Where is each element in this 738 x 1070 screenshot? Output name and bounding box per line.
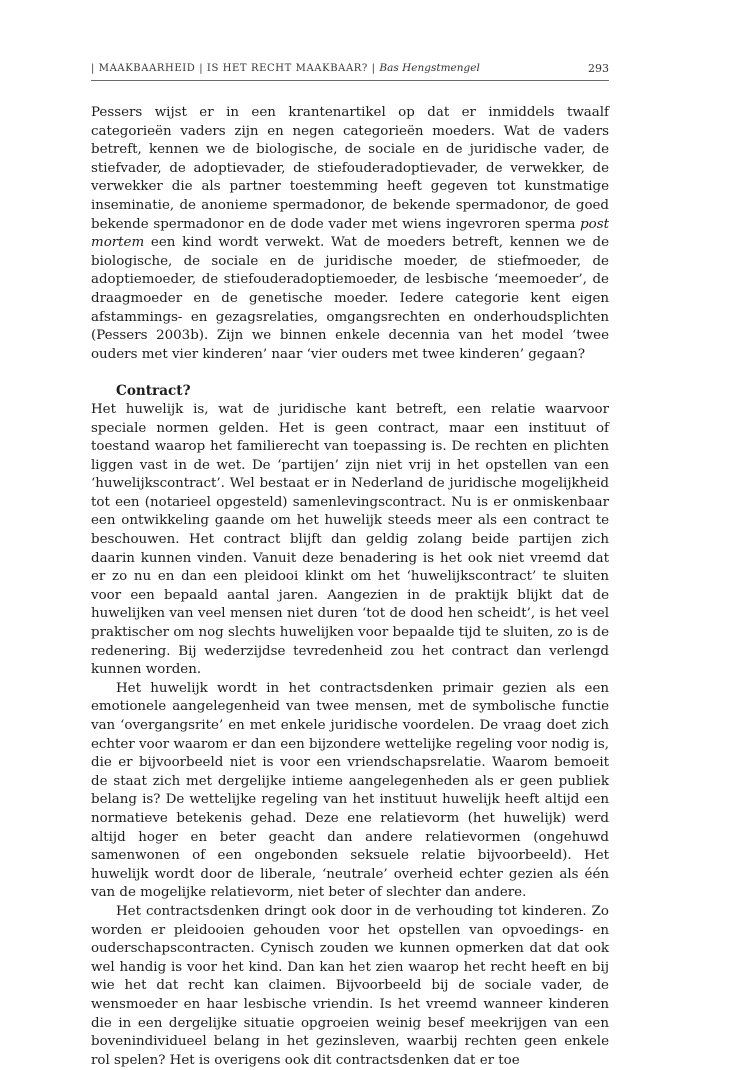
running-title-text: | MAAKBAARHEID | IS HET RECHT MAAKBAAR? |: [91, 63, 376, 74]
section-heading-contract: Contract?: [116, 383, 191, 400]
paragraph-huwelijk-contract: Het huwelijk is, wat de juridische kant betreft, een relatie waarvoor speciale normen gelden. Het is geen contract, maar een instituut of toestand waarop het familierecht van toepassing is. De rechten en plichten liggen vast in de wet. De ‘partijen’ zijn niet vrij in het opstellen van een ‘huwelijkscontract’. Wel bestaat er in Nederland de juridische mogelijkheid tot een (notarieel opgesteld) samenlevingscontract. Nu is er onmiskenbaar een ontwikkeling gaande om het huwelijk steeds meer als een contract te beschouwen. Het contract blijft dan geldig zolang beide partijen zich daarin kunnen vinden. Vanuit deze benadering is het ook niet vreemd dat er zo nu en dan een pleidooi klinkt om het ‘huwelijkscontract’ te sluiten voor een bepaald aantal jaren. Aangezien in de praktijk blijkt dat de huwelijken van veel mensen niet duren ‘tot de dood hen scheidt’, is het veel praktischer om nog slechts huwelijken voor bepaalde tijd te sluiten, zo is de redenering. Bij wederzijdse tevredenheid zou het contract dan verlengd kunnen worden.: [91, 401, 609, 678]
paragraph-1-part-1: Pessers wijst er in een krantenartikel op dat er inmiddels twaalf categorieën vaders zijn en negen categorieën moeders. Wat de vaders betreft, kennen we de biologische, de sociale en de juridische vader, de stiefvader, de adoptievader, de stiefouderadoptievader, de verwekker, de verwekker die als partner toestemming heeft gegeven tot kunstmatige inseminatie, de anonieme spermadonor, de bekende spermadonor, de goed bekende spermadonor en de dode vader met wiens ingevroren sperma: [91, 105, 609, 232]
author-name: Bas Hengstmengel: [379, 62, 480, 74]
paragraph-pessers: [91, 104, 609, 364]
paragraph-kinderen: Het contractsdenken dringt ook door in de verhouding tot kinderen. Zo worden er pleidooien gehouden voor het opstellen van opvoedings- en ouderschapscontracten. Cynisch zouden we kunnen opmerken dat dat ook wel handig is voor het kind. Dan kan het zien waarop het recht heeft en bij wie het dat recht kan claimen. Bijvoorbeeld bij de sociale vader, de wensmoeder en haar lesbische vriendin. Is het vreemd wanneer kinderen die in een dergelijke situatie opgroeien weinig besef meekrijgen van een bovenindividueel belang in het gezinsleven, waarbij rechten geen enkele rol spelen? Het is overigens ook dit contractsdenken dat er toe: [91, 903, 609, 1068]
header-rule: [91, 80, 609, 81]
latin-phrase: post mortem: [91, 216, 609, 251]
running-title: [91, 62, 480, 74]
article-body: [91, 104, 609, 1070]
paragraph-contractsdenken: Het huwelijk wordt in het contractsdenken primair gezien als een emotionele aangelegenheid van twee mensen, met de symbolische functie van ‘overgangsrite’ en met enkele juridische voordelen. De vraag doet zich echter voor waarom er dan een bijzondere wettelijke regeling voor nodig is, die er bijvoorbeeld niet is voor een vriendschapsrelatie. Waarom bemoeit de staat zich met dergelijke intieme aangelegenheden als er geen publiek belang is? De wettelijke regeling van het instituut huwelijk heeft altijd een normatieve betekenis gehad. Deze ene relatievorm (het huwelijk) werd altijd hoger en beter geacht dan andere relatievormen (ongehuwd samenwonen of een ongebonden seksuele relatie bijvoorbeeld). Het huwelijk wordt door de liberale, ‘neutrale’ overheid echter gezien als één van de mogelijke relatievorm, niet beter of slechter dan andere.: [91, 680, 609, 901]
running-header: [91, 62, 609, 78]
paragraph-1-part-2: een kind wordt verwekt. Wat de moeders betreft, kennen we de biologische, de sociale en de juridische moeder, de stiefmoeder, de adoptiemoeder, de stiefouderadoptiemoeder, de lesbische ‘meemoeder’, de draagmoeder en de genetische moeder. Iedere categorie kent eigen afstammings- en gezagsrelaties, omgangsrechten en onderhoudsplichten (Pessers 2003b). Zijn we binnen enkele decennia van het model ‘twee ouders met vier kinderen’ naar ‘vier ouders met twee kinderen’ gegaan?: [91, 235, 609, 362]
page-number: 293: [588, 62, 609, 75]
